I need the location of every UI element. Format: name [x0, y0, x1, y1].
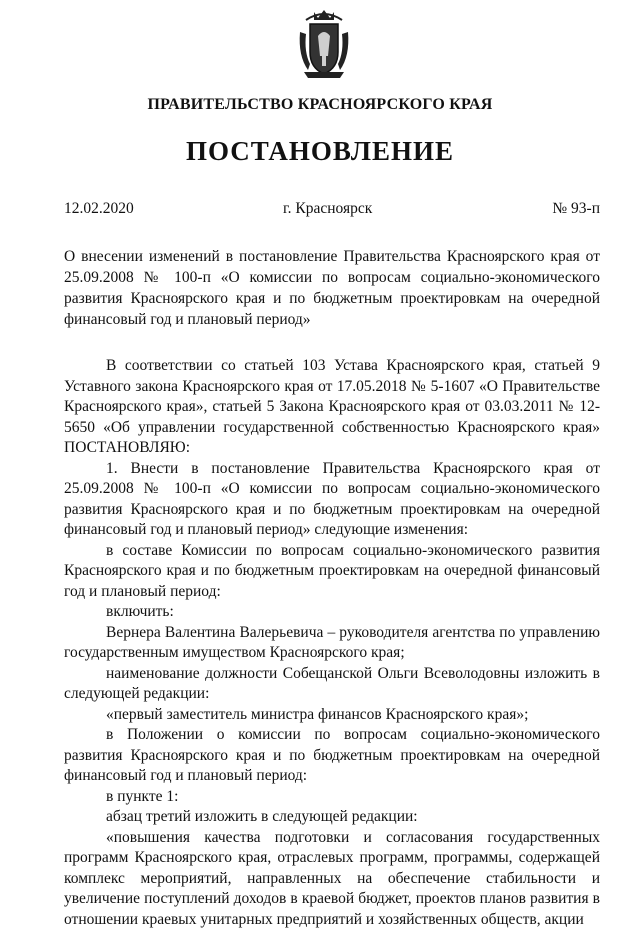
- coat-of-arms-emblem: [296, 6, 352, 82]
- body-paragraph: «первый заместитель министра финансов Красноярского края»;: [64, 705, 600, 726]
- document-number: № 93-п: [552, 200, 600, 218]
- document-date: 12.02.2020: [64, 200, 134, 218]
- organization-heading: ПРАВИТЕЛЬСТВО КРАСНОЯРСКОГО КРАЯ: [0, 96, 640, 114]
- document-body: [64, 356, 600, 930]
- body-paragraph: включить:: [64, 602, 600, 623]
- body-paragraph: 1. Внести в постановление Правительства Красноярского края от 25.09.2008 № 100-п «О комиссии по вопросам социально-экономического развития Красноярского края и по бюджетным проектировкам на очередной финансовый год и плановый период» следующие изменения:: [64, 459, 600, 541]
- document-subject: О внесении изменений в постановление Правительства Красноярского края от 25.09.2008 № 100-п «О комиссии по вопросам социально-экономического развития Красноярского края и по бюджетным проектировкам на очередной финансовый год и плановый период»: [64, 246, 600, 330]
- body-paragraph: в пункте 1:: [64, 787, 600, 808]
- body-paragraph: в составе Комиссии по вопросам социально-экономического развития Красноярского края и по бюджетным проектировкам на очередной финансовый год и плановый период:: [64, 541, 600, 603]
- body-paragraph: В соответствии со статьей 103 Устава Красноярского края, статьей 9 Уставного закона Красноярского края от 17.05.2018 № 5-1607 «О Правительстве Красноярского края», статьей 5 Закона Красноярского края от 03.03.2011 № 12-5650 «Об управлении государственной собственностью Красноярского края» ПОСТАНОВЛЯЮ:: [64, 356, 600, 459]
- body-paragraph: наименование должности Собещанской Ольги Всеволодовны изложить в следующей редакции:: [64, 664, 600, 705]
- body-paragraph: «повышения качества подготовки и согласования государственных программ Красноярского края, отраслевых программ, программы, содержащей комплекс мероприятий, направленных на обеспечение стабильности и увеличение поступлений доходов в краевой бюджет, проектов планов развития в отношении краевых унитарных предприятий и хозяйственных обществ, акции: [64, 828, 600, 930]
- document-place: г. Красноярск: [283, 200, 372, 218]
- body-paragraph: в Положении о комиссии по вопросам социально-экономического развития Красноярского края и по бюджетным проектировкам на очередной финансовый год и плановый период:: [64, 725, 600, 787]
- body-paragraph: Вернера Валентина Валерьевича – руководителя агентства по управлению государственным имуществом Красноярского края;: [64, 623, 600, 664]
- document-type-heading: ПОСТАНОВЛЕНИЕ: [0, 136, 640, 167]
- body-paragraph: абзац третий изложить в следующей редакции:: [64, 807, 600, 828]
